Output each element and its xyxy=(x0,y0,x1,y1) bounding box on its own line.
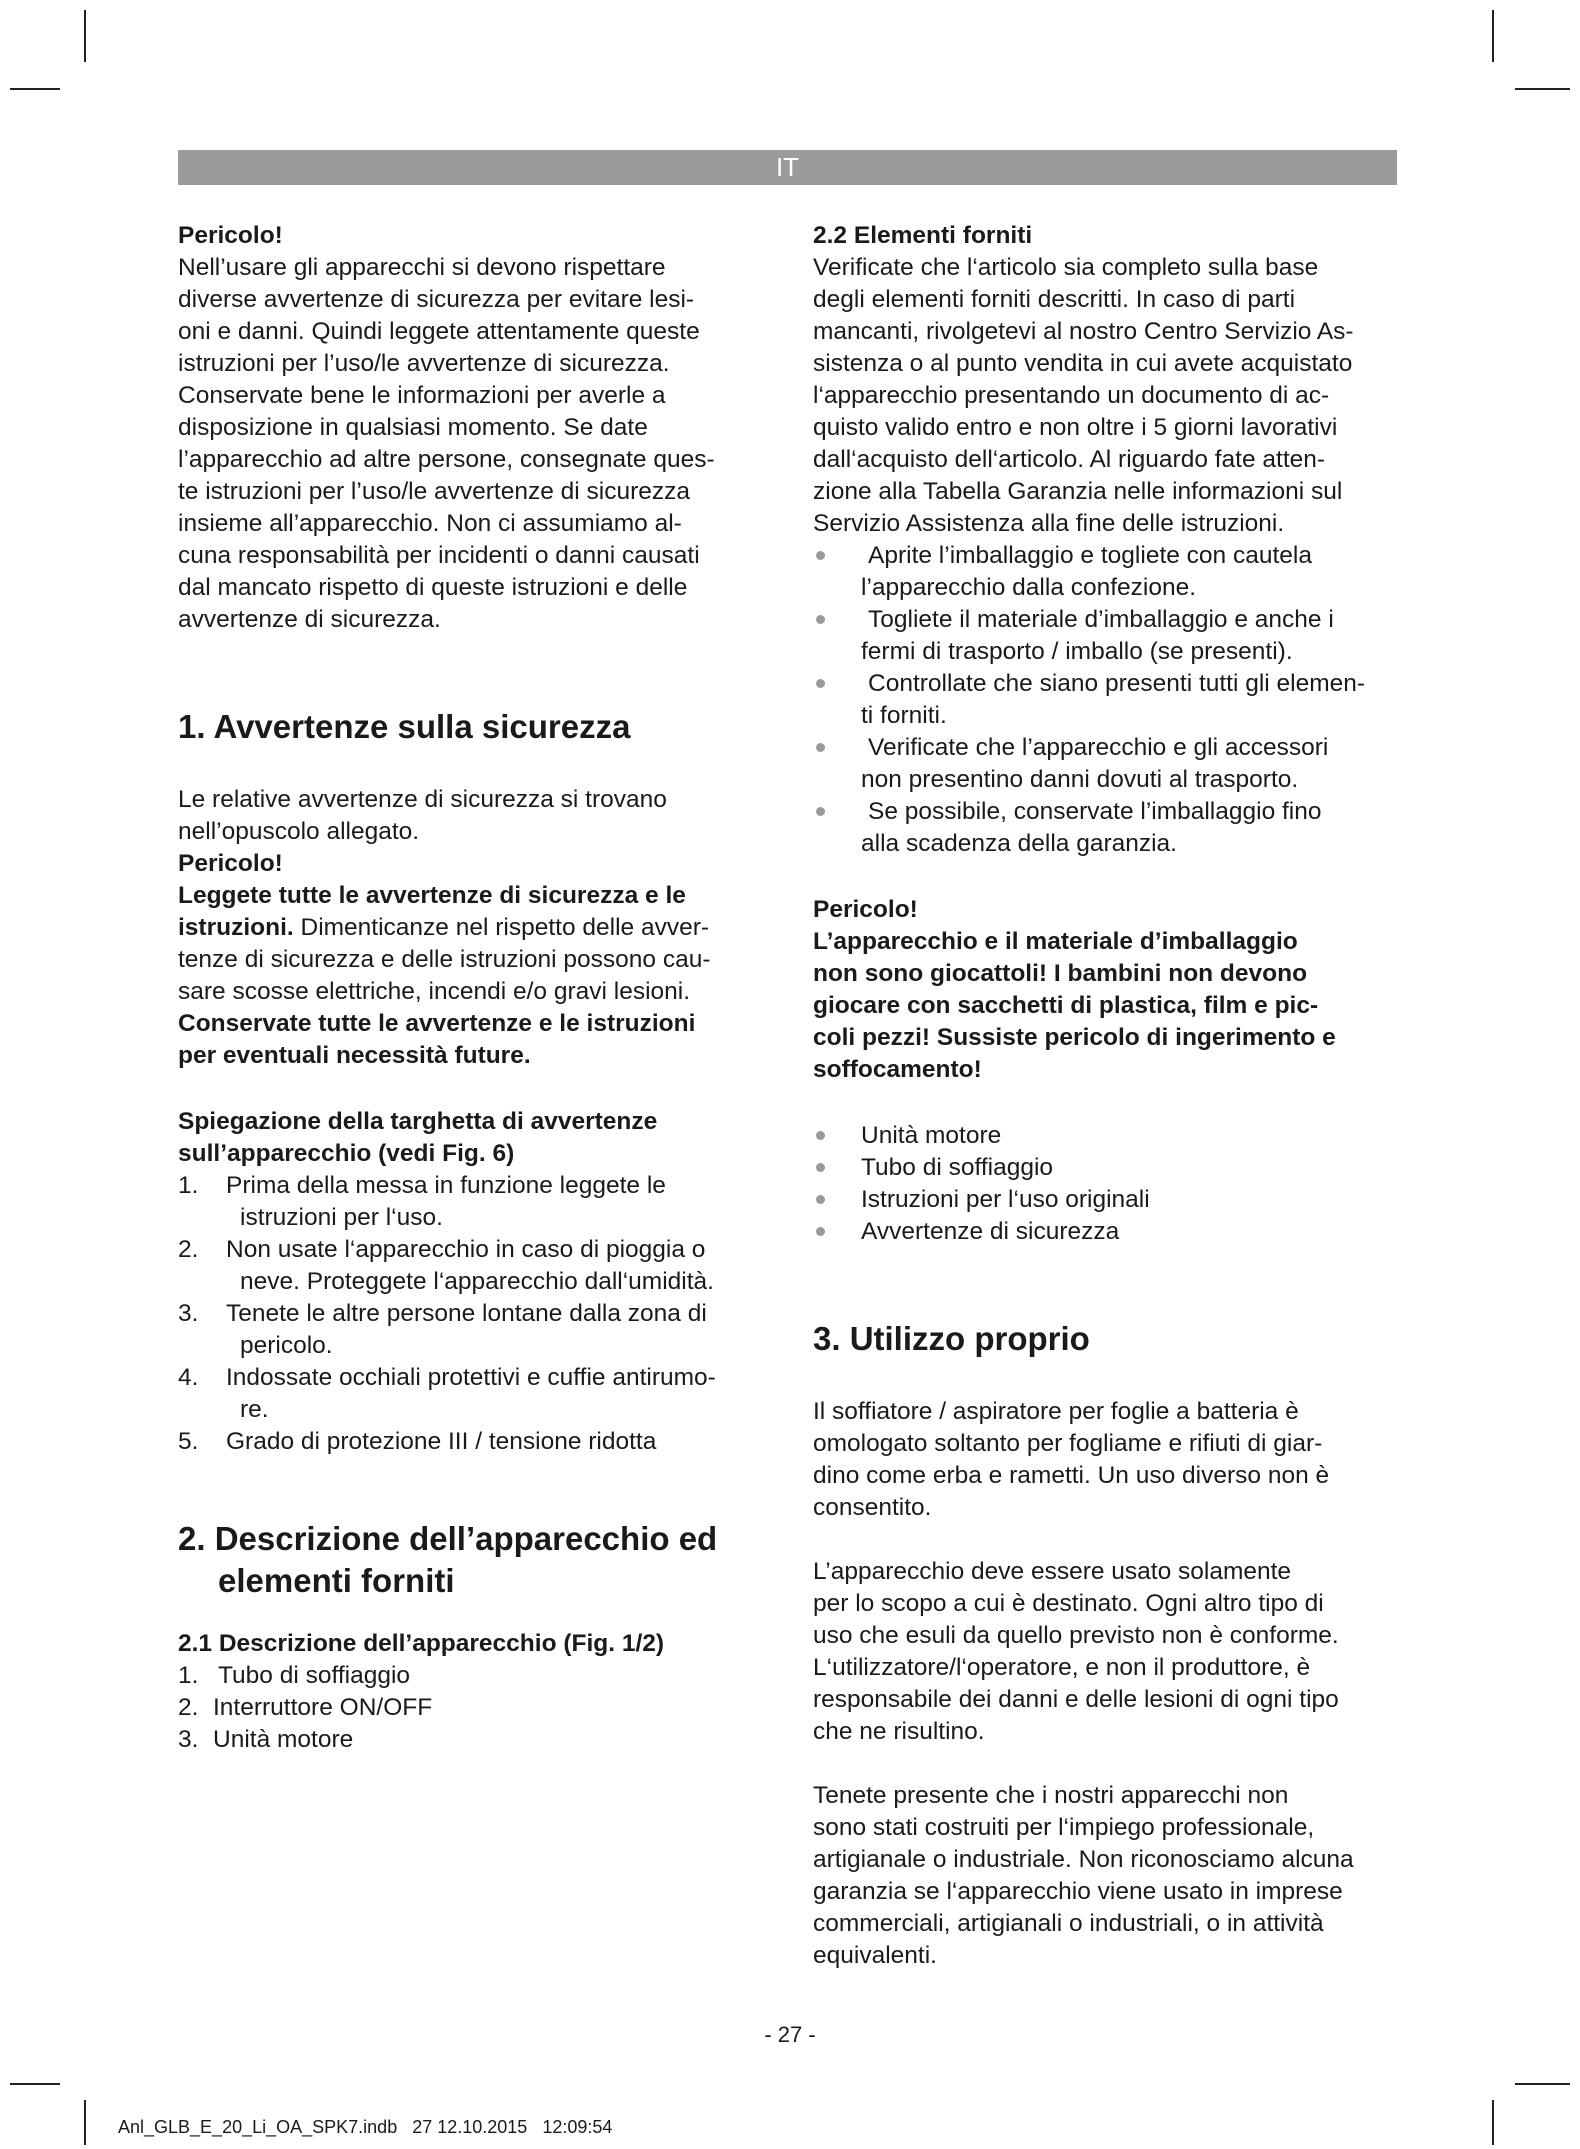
text-line: commerciali, artigianali o industriali, o in attività xyxy=(813,1910,1324,1937)
list-item xyxy=(178,1234,763,1298)
text-line: zione alla Tabella Garanzia nelle informazioni sul xyxy=(813,478,1343,505)
item-text: Istruzioni per l‘uso originali xyxy=(861,1186,1150,1213)
crop-mark xyxy=(84,10,86,62)
text-line: l’apparecchio ad altre persone, consegnate ques- xyxy=(178,446,715,473)
bullet-icon xyxy=(816,1163,825,1172)
text-line: degli elementi forniti descritti. In caso di parti xyxy=(813,286,1296,313)
text-phrase: Dimenticanze nel rispetto delle avver- xyxy=(293,914,710,941)
text-line: L‘utilizzatore/l‘operatore, e non il produttore, è xyxy=(813,1654,1311,1681)
text-line: uso che esuli da quello previsto non è conforme. xyxy=(813,1622,1339,1649)
text-line: Il soffiatore / aspiratore per foglie a batteria è xyxy=(813,1398,1299,1425)
item-text: pericolo. xyxy=(240,1332,333,1359)
crop-mark xyxy=(10,2083,60,2085)
item-number: 3. xyxy=(178,1300,199,1327)
text-line: per lo scopo a cui è destinato. Ogni altro tipo di xyxy=(813,1590,1324,1617)
text-line: diverse avvertenze di sicurezza per evitare lesi- xyxy=(178,286,695,313)
section-2-heading xyxy=(178,1518,763,1602)
text-line: dall‘acquisto dell‘articolo. Al riguardo fate atten- xyxy=(813,446,1326,473)
list-item xyxy=(813,732,1413,796)
text-line: L’apparecchio deve essere usato solamente xyxy=(813,1558,1292,1585)
item-text: Verificate che l’apparecchio e gli accessori xyxy=(868,734,1329,761)
bullet-icon xyxy=(816,1195,825,1204)
list-item xyxy=(178,1426,763,1458)
item-text: Unità motore xyxy=(861,1122,1002,1149)
list-item xyxy=(813,604,1413,668)
list-item xyxy=(178,1692,763,1724)
list-item xyxy=(178,1660,763,1692)
language-code: IT xyxy=(775,152,800,182)
text-line: Servizio Assistenza alla fine delle istruzioni. xyxy=(813,510,1285,537)
paragraph xyxy=(813,1780,1413,1972)
list-item xyxy=(178,1298,763,1362)
text-line: sistenza o al punto vendita in cui avete acquistato xyxy=(813,350,1353,377)
item-text: Unità motore xyxy=(213,1726,354,1753)
bullet-icon xyxy=(816,551,825,560)
text-line: coli pezzi! Sussiste pericolo di ingerimento e xyxy=(813,1024,1336,1051)
crop-mark xyxy=(84,2100,86,2145)
intro-paragraph xyxy=(178,252,763,636)
item-text: non presentino danni dovuti al trasporto. xyxy=(861,766,1299,793)
text-line: Conservate tutte le avvertenze e le istruzioni xyxy=(178,1010,696,1037)
text-line: te istruzioni per l’uso/le avvertenze di sicurezza xyxy=(178,478,691,505)
text-line: omologato soltanto per fogliame e rifiuti di giar- xyxy=(813,1430,1323,1457)
text-line: Le relative avvertenze di sicurezza si trovano xyxy=(178,786,667,813)
text-line: Leggete tutte le avvertenze di sicurezza e le xyxy=(178,882,686,909)
paragraph xyxy=(813,1556,1413,1748)
text-line: Nell’usare gli apparecchi si devono rispettare xyxy=(178,254,666,281)
bullet-icon xyxy=(816,1227,825,1236)
text-line: Tenete presente che i nostri apparecchi non xyxy=(813,1782,1289,1809)
item-text: Controllate che siano presenti tutti gli elemen- xyxy=(868,670,1366,697)
text-line: oni e danni. Quindi leggete attentamente queste xyxy=(178,318,700,345)
text-line: istruzioni per l’uso/le avvertenze di sicurezza. xyxy=(178,350,670,377)
item-text: Tenete le altre persone lontane dalla zona di xyxy=(226,1300,707,1327)
list-item xyxy=(813,796,1413,860)
crop-mark xyxy=(1515,2083,1570,2085)
page-number: - 27 - xyxy=(764,2022,816,2047)
item-text: Tubo di soffiaggio xyxy=(218,1662,411,1689)
section-1-heading: 1. Avvertenze sulla sicurezza xyxy=(178,708,631,745)
text-line: cuna responsabilità per incidenti o danni causati xyxy=(178,542,700,569)
text-line: dal mancato rispetto di queste istruzioni e delle xyxy=(178,574,688,601)
item-text: Togliete il materiale d’imballaggio e anche i xyxy=(868,606,1334,633)
list-item xyxy=(813,1216,1413,1248)
bullet-icon xyxy=(816,807,825,816)
bold-phrase: istruzioni. xyxy=(178,914,294,941)
item-text: alla scadenza della garanzia. xyxy=(861,830,1177,857)
item-text: Se possibile, conservate l’imballaggio fino xyxy=(868,798,1322,825)
warning-label-list xyxy=(178,1170,763,1458)
crop-mark xyxy=(1515,88,1570,90)
item-text: Aprite l’imballaggio e togliete con cautela xyxy=(868,542,1312,569)
item-text: Non usate l‘apparecchio in caso di pioggia o xyxy=(226,1236,706,1263)
text-line: non sono giocattoli! I bambini non devono xyxy=(813,960,1308,987)
item-text: fermi di trasporto / imballo (se presenti). xyxy=(861,638,1293,665)
text-line: Conservate bene le informazioni per averle a xyxy=(178,382,666,409)
list-item xyxy=(178,1724,763,1756)
item-text: Interruttore ON/OFF xyxy=(213,1694,433,1721)
print-file-info: Anl_GLB_E_20_Li_OA_SPK7.indb 27 12.10.2015 12:09:54 xyxy=(118,2117,613,2137)
list-item xyxy=(813,668,1413,732)
item-text: istruzioni per l‘uso. xyxy=(240,1204,443,1231)
item-number: 1. xyxy=(178,1662,199,1689)
language-header-bar xyxy=(178,150,1397,185)
item-number: 5. xyxy=(178,1428,199,1455)
item-text: Indossate occhiali protettivi e cuffie antirumo- xyxy=(226,1364,716,1391)
bullet-icon xyxy=(816,615,825,624)
text-line: che ne risultino. xyxy=(813,1718,985,1745)
warning-label-heading: sull’apparecchio (vedi Fig. 6) xyxy=(178,1140,515,1167)
text-line: L’apparecchio e il materiale d’imballaggio xyxy=(813,928,1298,955)
list-item xyxy=(813,1184,1413,1216)
text-line: sono stati costruiti per l‘impiego professionale, xyxy=(813,1814,1315,1841)
text-line: equivalenti. xyxy=(813,1942,937,1969)
bullet-icon xyxy=(816,1131,825,1140)
danger-title: Pericolo! xyxy=(178,850,283,877)
text-line: l‘apparecchio presentando un documento di ac- xyxy=(813,382,1330,409)
text-line: soffocamento! xyxy=(813,1056,982,1083)
text-line: insieme all’apparecchio. Non ci assumiamo al- xyxy=(178,510,682,537)
heading-line: elementi forniti xyxy=(218,1562,455,1599)
section-3-heading: 3. Utilizzo proprio xyxy=(813,1320,1090,1357)
danger-title: Pericolo! xyxy=(178,222,283,249)
item-text: neve. Proteggete l‘apparecchio dall‘umidità. xyxy=(240,1268,714,1295)
item-text: Prima della messa in funzione leggete le xyxy=(226,1172,666,1199)
bullet-icon xyxy=(816,679,825,688)
list-item xyxy=(813,540,1413,604)
list-item xyxy=(813,1152,1413,1184)
item-number: 3. xyxy=(178,1726,199,1753)
item-number: 4. xyxy=(178,1364,199,1391)
device-parts-list xyxy=(178,1660,763,1756)
text-line: mancanti, rivolgetevi al nostro Centro Servizio As- xyxy=(813,318,1354,345)
supplied-items-list xyxy=(813,1120,1413,1248)
text-line: disposizione in qualsiasi momento. Se date xyxy=(178,414,648,441)
text-line: giocare con sacchetti di plastica, film e pic- xyxy=(813,992,1319,1019)
crop-mark xyxy=(1492,10,1494,62)
item-number: 1. xyxy=(178,1172,199,1199)
text-line: per eventuali necessità future. xyxy=(178,1042,531,1069)
item-number: 2. xyxy=(178,1236,199,1263)
item-number: 2. xyxy=(178,1694,199,1721)
section-2-2-heading: 2.2 Elementi forniti xyxy=(813,222,1033,249)
heading-line: 2. Descrizione dell’apparecchio ed xyxy=(178,1520,718,1557)
section-2-1-heading: 2.1 Descrizione dell’apparecchio (Fig. 1/2) xyxy=(178,1630,665,1657)
right-column xyxy=(813,220,1413,1972)
list-item xyxy=(178,1170,763,1234)
list-item xyxy=(178,1362,763,1426)
text-line: responsabile dei danni e delle lesioni di ogni tipo xyxy=(813,1686,1339,1713)
left-column xyxy=(178,220,763,1756)
text-line: sare scosse elettriche, incendi e/o gravi lesioni. xyxy=(178,978,691,1005)
text-line xyxy=(178,912,763,944)
text-line: tenze di sicurezza e delle istruzioni possono cau- xyxy=(178,946,711,973)
item-text: Tubo di soffiaggio xyxy=(861,1154,1054,1181)
danger-title: Pericolo! xyxy=(813,896,918,923)
item-text: Avvertenze di sicurezza xyxy=(861,1218,1120,1245)
paragraph xyxy=(813,1396,1413,1524)
text-line: avvertenze di sicurezza. xyxy=(178,606,441,633)
text-line: garanzia se l‘apparecchio viene usato in imprese xyxy=(813,1878,1343,1905)
text-line: quisto valido entro e non oltre i 5 giorni lavorativi xyxy=(813,414,1338,441)
warning-label-heading: Spiegazione della targhetta di avvertenze xyxy=(178,1108,658,1135)
unpack-steps-list xyxy=(813,540,1413,860)
item-text: l’apparecchio dalla confezione. xyxy=(861,574,1197,601)
text-line: consentito. xyxy=(813,1494,932,1521)
text-line: Verificate che l‘articolo sia completo sulla base xyxy=(813,254,1319,281)
crop-mark xyxy=(10,88,60,90)
item-text: re. xyxy=(240,1396,269,1423)
crop-mark xyxy=(1492,2100,1494,2145)
item-text: Grado di protezione III / tensione ridotta xyxy=(226,1428,657,1455)
list-item xyxy=(813,1120,1413,1152)
item-text: ti forniti. xyxy=(861,702,947,729)
text-line: dino come erba e rametti. Un uso diverso non è xyxy=(813,1462,1330,1489)
text-line: artigianale o industriale. Non riconosciamo alcuna xyxy=(813,1846,1354,1873)
bullet-icon xyxy=(816,743,825,752)
text-line: nell’opuscolo allegato. xyxy=(178,818,420,845)
